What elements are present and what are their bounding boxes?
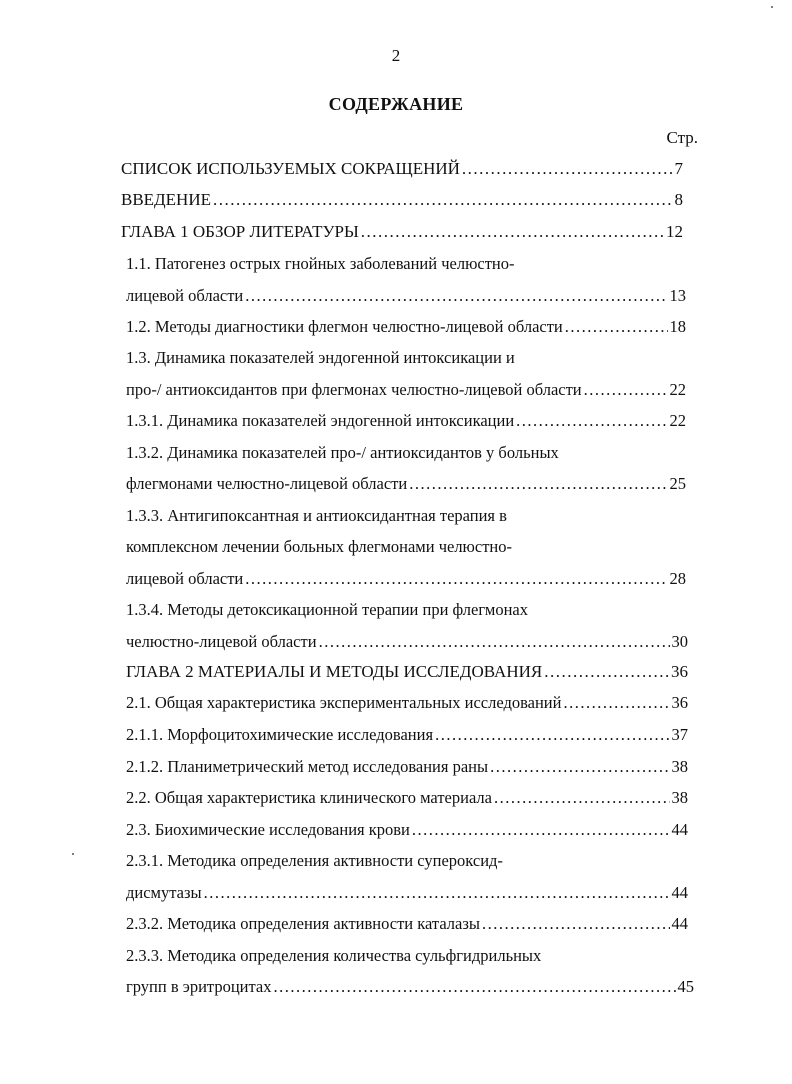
toc-entry — [126, 442, 559, 464]
toc-entry — [121, 158, 683, 180]
toc-entry-page: 13 — [669, 286, 686, 305]
toc-entry-page: 38 — [671, 757, 688, 776]
toc-leader-dots — [273, 976, 675, 998]
toc-entry-text: 1.3. Динамика показателей эндогенной интоксикации и — [126, 348, 515, 367]
toc-entry-page: 38 — [671, 788, 688, 807]
toc-entry-text: групп в эритроцитах — [126, 977, 272, 996]
toc-entry-page: 44 — [671, 914, 688, 933]
toc-entry-text: 1.2. Методы диагностики флегмон челюстно-лицевой области — [126, 317, 563, 336]
toc-entry — [126, 692, 688, 714]
toc-leader-dots — [584, 379, 668, 401]
toc-entry — [126, 285, 686, 307]
toc-entry-page: 36 — [671, 693, 688, 712]
toc-entry — [126, 505, 507, 527]
toc-entry-text: 2.1. Общая характеристика экспериментальных исследований — [126, 693, 562, 712]
toc-entry-text: 1.3.2. Динамика показателей про-/ антиоксидантов у больных — [126, 443, 559, 462]
toc-entry — [126, 882, 688, 904]
toc-entry-page: 44 — [671, 883, 688, 902]
toc-leader-dots — [490, 756, 669, 778]
toc-entry-text: флегмонами челюстно-лицевой области — [126, 474, 408, 493]
toc-entry — [126, 379, 686, 401]
page-column-label: Стр. — [666, 128, 698, 147]
toc-entry — [126, 756, 688, 778]
toc-entry-text: 2.3.1. Методика определения активности супероксид- — [126, 851, 503, 870]
toc-entry-page: 36 — [671, 662, 688, 681]
toc-entry-text: лицевой области — [126, 569, 244, 588]
toc-entry — [126, 316, 686, 338]
toc-entry-text: челюстно-лицевой области — [126, 632, 317, 651]
toc-entry-page: 18 — [669, 317, 686, 336]
toc-entry-text: лицевой области — [126, 286, 244, 305]
toc-entry — [126, 787, 688, 809]
toc-leader-dots — [544, 661, 669, 683]
toc-entry-text: 2.1.1. Морфоцитохимические исследования — [126, 725, 434, 744]
toc-entry-page: 28 — [669, 569, 686, 588]
toc-leader-dots — [565, 316, 668, 338]
toc-entry — [126, 536, 512, 558]
toc-entry-text: СПИСОК ИСПОЛЬЗУЕМЫХ СОКРАЩЕНИЙ — [121, 159, 460, 178]
toc-leader-dots — [245, 285, 667, 307]
toc-leader-dots — [245, 568, 667, 590]
toc-entry — [126, 253, 515, 275]
toc-entry-text: 2.2. Общая характеристика клинического материала — [126, 788, 492, 807]
toc-leader-dots — [409, 473, 667, 495]
toc-entry — [126, 661, 688, 683]
toc-leader-dots — [435, 724, 669, 746]
page-number: 2 — [391, 46, 401, 65]
toc-entry-page: 37 — [671, 725, 688, 744]
toc-entry — [126, 347, 515, 369]
toc-entry-page: 30 — [671, 632, 688, 651]
toc-entry-text: 1.3.3. Антигипоксантная и антиоксидантная терапия в — [126, 506, 507, 525]
toc-entry-text: комплексном лечении больных флегмонами челюстно- — [126, 537, 512, 556]
toc-leader-dots — [494, 787, 670, 809]
toc-leader-dots — [213, 189, 673, 211]
toc-entry — [126, 724, 688, 746]
toc-entry-text: 1.3.1. Динамика показателей эндогенной интоксикации — [126, 411, 515, 430]
toc-entry-page: 12 — [666, 222, 683, 241]
toc-leader-dots — [482, 913, 670, 935]
toc-entry-text: 2.3.2. Методика определения активности каталазы — [126, 914, 480, 933]
toc-leader-dots — [412, 819, 670, 841]
toc-entry — [126, 599, 528, 621]
toc-entry-page: 44 — [671, 820, 688, 839]
toc-entry-page: 7 — [674, 159, 683, 178]
toc-entry-text: ВВЕДЕНИЕ — [121, 190, 211, 209]
toc-entry — [126, 631, 688, 653]
toc-entry — [126, 410, 686, 432]
toc-entry-page: 45 — [677, 977, 694, 996]
toc-leader-dots — [361, 221, 664, 243]
toc-entry-page: 8 — [674, 190, 683, 209]
toc-entry-page: 22 — [669, 380, 686, 399]
toc-entry-text: ГЛАВА 2 МАТЕРИАЛЫ И МЕТОДЫ ИССЛЕДОВАНИЯ — [126, 662, 543, 681]
toc-entry — [121, 189, 683, 211]
toc-leader-dots — [563, 692, 669, 714]
toc-entry — [121, 221, 683, 243]
toc-entry-text: 1.1. Патогенез острых гнойных заболеваний челюстно- — [126, 254, 515, 273]
toc-leader-dots — [319, 631, 670, 653]
toc-entry-text: ГЛАВА 1 ОБЗОР ЛИТЕРАТУРЫ — [121, 222, 359, 241]
toc-entry-text: дисмутазы — [126, 883, 202, 902]
toc-entry — [126, 850, 503, 872]
toc-entry — [126, 568, 686, 590]
toc-leader-dots — [516, 410, 667, 432]
scan-speck — [771, 6, 773, 8]
toc-entry — [126, 913, 688, 935]
toc-entry-text: 1.3.4. Методы детоксикационной терапии при флегмонах — [126, 600, 529, 619]
toc-entry — [126, 945, 541, 967]
toc-entry-text: 2.3. Биохимические исследования крови — [126, 820, 410, 839]
toc-leader-dots — [204, 882, 670, 904]
toc-entry-text: 2.1.2. Планиметрический метод исследования раны — [126, 757, 489, 776]
toc-entry — [126, 976, 694, 998]
toc-entry-text: про-/ антиоксидантов при флегмонах челюстно-лицевой области — [126, 380, 582, 399]
toc-leader-dots — [462, 158, 673, 180]
toc-entry-page: 22 — [669, 411, 686, 430]
page-title: СОДЕРЖАНИЕ — [328, 94, 464, 114]
toc-entry — [126, 819, 688, 841]
toc-entry-text: 2.3.3. Методика определения количества сульфгидрильных — [126, 946, 542, 965]
toc-entry-page: 25 — [669, 474, 686, 493]
toc-entry — [126, 473, 686, 495]
scan-speck — [72, 853, 74, 855]
